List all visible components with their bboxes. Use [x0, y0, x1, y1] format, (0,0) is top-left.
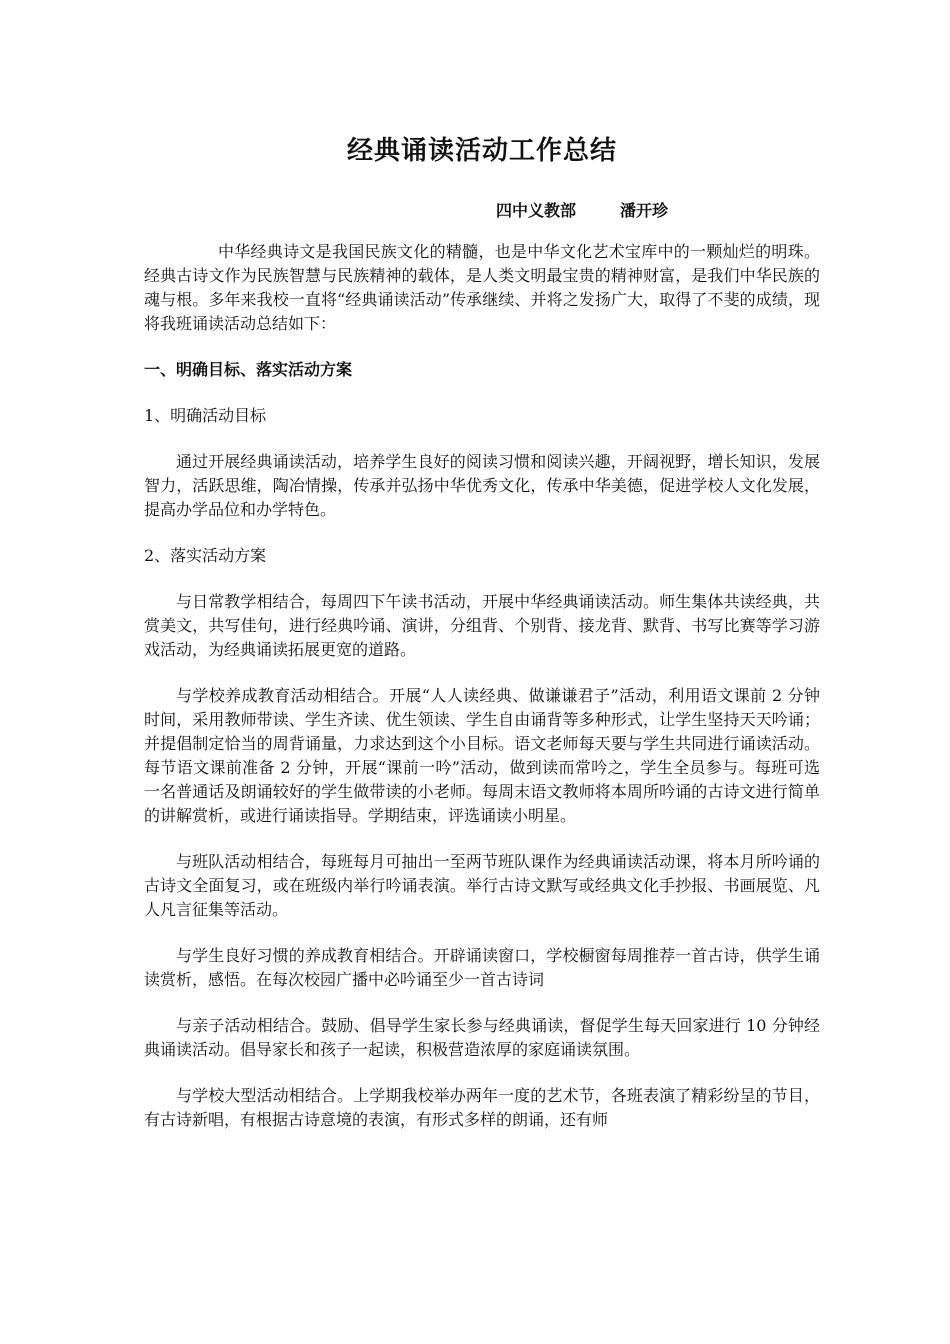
body-paragraph: 与日常教学相结合，每周四下午读书活动，开展中华经典诵读活动。师生集体共读经典，共赏美文，共写佳句，进行经典吟诵、演讲，分组背、个别背、接龙背、默背、书写比赛等学习游戏活动，为经典诵读拓展更宽的道路。	[144, 592, 820, 659]
author-name: 潘开珍	[620, 201, 669, 220]
body-paragraph: 与亲子活动相结合。鼓励、倡导学生家长参与经典诵读，督促学生每天回家进行 10 分钟经典诵读活动。倡导家长和孩子一起读，积极营造浓厚的家庭诵读氛围。	[144, 1016, 820, 1059]
document-body	[144, 240, 820, 1154]
author-department: 四中义教部	[496, 201, 577, 220]
body-paragraph: 与学校大型活动相结合。上学期我校举办两年一度的艺术节，各班表演了精彩纷呈的节目，有古诗新唱，有根据古诗意境的表演，有形式多样的朗诵，还有师	[144, 1086, 820, 1129]
body-paragraph: 与学生良好习惯的养成教育相结合。开辟诵读窗口，学校橱窗每周推荐一首古诗，供学生诵读赏析，感悟。在每次校园广播中必吟诵至少一首古诗词	[144, 946, 820, 989]
intro-paragraph: 中华经典诗文是我国民族文化的精髓，也是中华文化艺术宝库中的一颗灿烂的明珠。经典古诗文作为民族智慧与民族精神的载体，是人类文明最宝贵的精神财富，是我们中华民族的魂与根。多年来我校一直将“经典诵读活动”传承继续、并将之发扬广大，取得了不斐的成绩，现将我班诵读活动总结如下：	[144, 242, 820, 333]
subsection-heading: 2、落实活动方案	[144, 546, 267, 565]
section-heading: 一、明确目标、落实活动方案	[144, 360, 353, 379]
body-paragraph: 与班队活动相结合，每班每月可抽出一至两节班队课作为经典诵读活动课，将本月所吟诵的古诗文全面复习，或在班级内举行吟诵表演。举行古诗文默写或经典文化手抄报、书画展览、凡人凡言征集等活动。	[144, 852, 820, 919]
subsection-heading: 1、明确活动目标	[144, 406, 267, 425]
body-paragraph: 通过开展经典诵读活动，培养学生良好的阅读习惯和阅读兴趣，开阔视野，增长知识，发展智力，活跃思维，陶冶情操，传承并弘扬中华优秀文化，传承中华美德，促进学校人文化发展，提高办学品位和办学特色。	[144, 452, 820, 519]
document-title: 经典诵读活动工作总结	[346, 136, 617, 166]
body-paragraph: 与学校养成教育活动相结合。开展“人人读经典、做谦谦君子”活动，利用语文课前 2 分钟时间，采用教师带读、学生齐读、优生领读、学生自由诵背等多种形式，让学生坚持天天吟诵；并提倡制定恰当的周背诵量，力求达到这个小目标。语文老师每天要与学生共同进行诵读活动。每节语文课前准备 2 分钟，开展“课前一吟”活动，做到读而常吟之，学生全员参与。每班可选一名普通话及朗诵较好的学生做带读的小老师。每周末语文教师将本周所吟诵的古诗文进行简单的讲解赏析，或进行诵读指导。学期结束，评选诵读小明星。	[144, 686, 820, 825]
author-line	[496, 200, 668, 222]
